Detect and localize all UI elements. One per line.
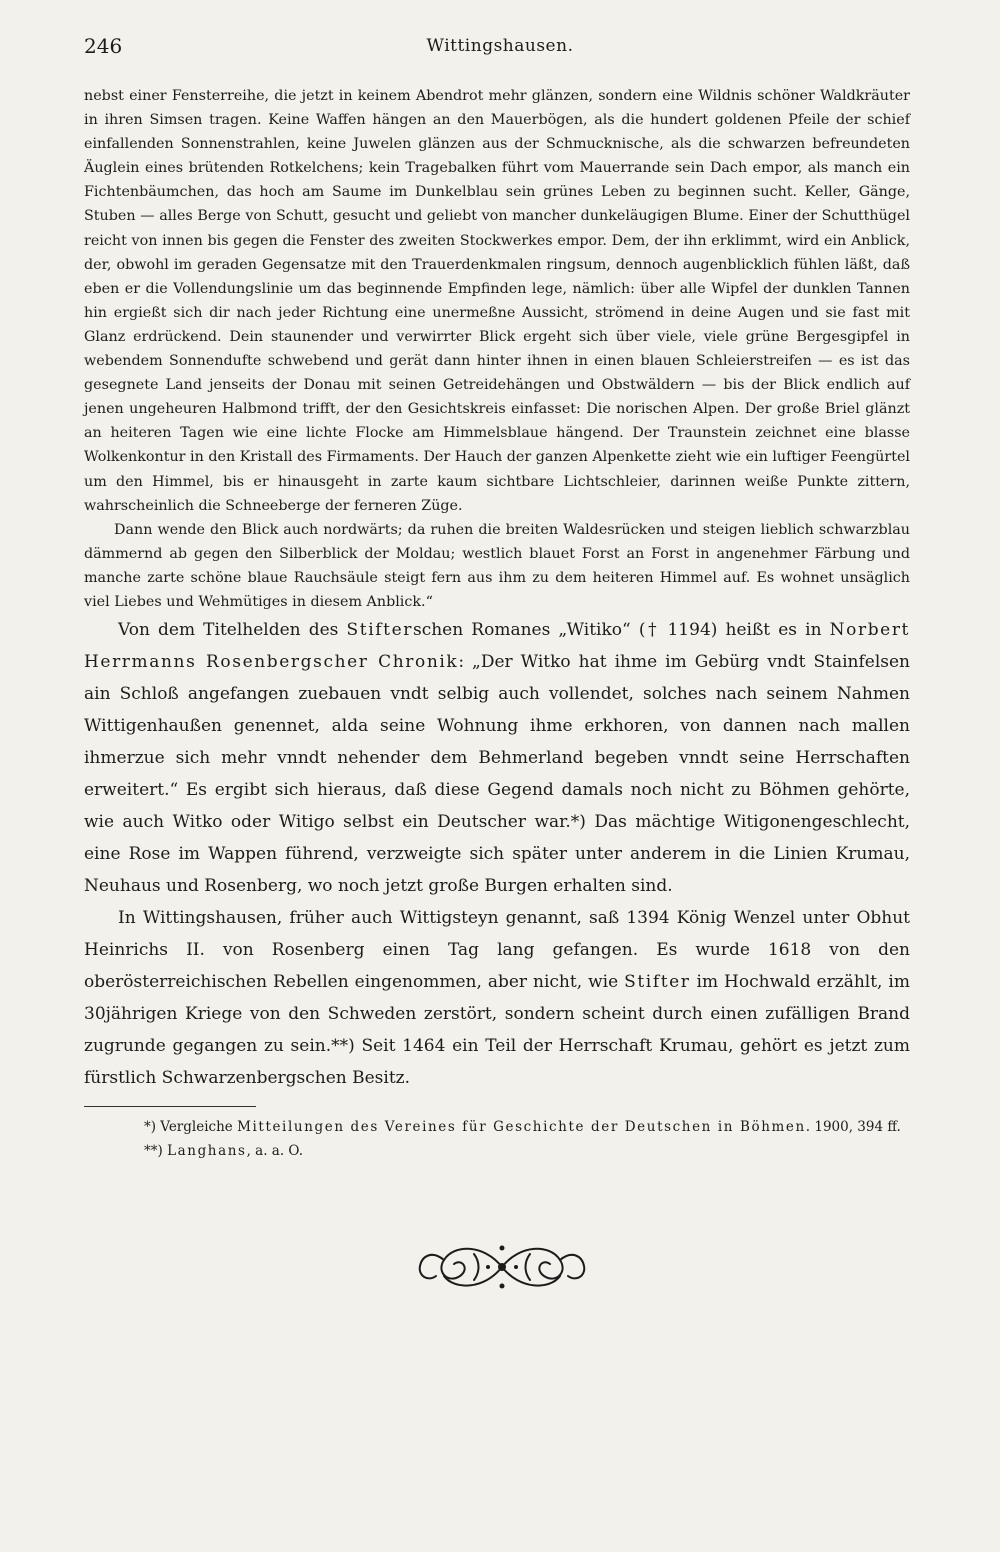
vignette-ornament: [414, 1236, 590, 1298]
footnote-text: . 1900, 394 ff.: [805, 1119, 901, 1136]
running-title: Wittingshausen.: [426, 36, 574, 56]
spaced-chronicle-title: Norbert Herrmanns Rosenbergscher Chronik: [84, 620, 910, 673]
text-run: In Wittingshausen, früher auch Wittigsteyn genannt, saß 1394 König Wenzel unter Obhut Heinrichs II. von Rosenberg einen Tag lang gefangen. Es wurde 1618 von den oberösterreichischen Rebellen eingenommen, aber nicht, wie: [84, 908, 910, 993]
paragraph-wittingshausen: [84, 902, 910, 1094]
footnote-2: [84, 1139, 910, 1163]
footnote-text: **): [144, 1143, 168, 1160]
quoted-paragraph-2: Dann wende den Blick auch nordwärts; da ruhen die breiten Waldesrücken und steigen lieblich schwarzblau dämmernd ab gegen den Silberblick der Moldau; westlich blauet Forst an Forst in angenehmer Färbung und manche zarte schöne blaue Rauchsäule steigt fern aus ihm zu dem heiteren Himmel auf. Es wohnet unsäglich viel Liebes und Wehmütiges in diesem Anblick.“: [84, 521, 910, 610]
footnote-rule: [84, 1106, 256, 1107]
footnote-text: *) Vergleiche: [144, 1119, 238, 1136]
quoted-paragraph-1: nebst einer Fensterreihe, die jetzt in keinem Abendrot mehr glänzen, sondern eine Wildnis schöner Waldkräuter in ihren Simsen tragen. Keine Waffen hängen an den Mauerbögen, als die hundert goldenen Pfeile der schief einfallenden Sonnenstrahlen, keine Juwelen glänzen aus der Schmucknische, als die schwarzen befreundeten Äuglein eines brütenden Rotkelchens; kein Tragebalken führt vom Mauerrande sein Dach empor, als manch ein Fichtenbäumchen, das hoch am Saume im Dunkelblau sein grünes Leben zu beginnen sucht. Keller, Gänge, Stuben — alles Berge von Schutt, gesucht und geliebt von mancher dunkeläugigen Blume. Einer der Schutthügel reicht von innen bis gegen die Fenster des zweiten Stockwerkes empor. Dem, der ihn erklimmt, wird ein Anblick, der, obwohl im geraden Gegensatze mit den Trauerdenkmalen ringsum, dennoch augenblicklich fühlen läßt, daß eben er die Vollendungslinie um das beginnende Empfinden lege, nämlich: über alle Wipfel der dunklen Tannen hin ergießt sich dir nach jeder Richtung eine unermeßne Aussicht, strömend in deine Augen und sie fast mit Glanz erdrückend. Dein staunender und verwirrter Blick ergeht sich über viele, viele grüne Bergesgipfel in webendem Sonnendufte schwebend und gerät dann hinter ihnen in einen blauen Schleierstreifen — es ist das gesegnete Land jenseits der Donau mit seinen Getreidehängen und Obstwäldern — bis der Blick endlich auf jenen ungeheuren Halbmond trifft, der den Gesichtskreis einfasset: Die norischen Alpen. Der große Briel glänzt an heiteren Tagen wie eine lichte Flocke am Himmelsblaue hängend. Der Traunstein zeichnet eine blasse Wolkenkontur in den Kristall des Firmaments. Der Hauch der ganzen Alpenkette zieht wie ein luftiger Feengürtel um den Himmel, bis er hinausgeht in zarte kaum sichtbare Lichtschleier, darinnen weiße Punkte zittern, wahrscheinlich die Schneeberge der ferneren Züge.: [84, 88, 910, 514]
spaced-name-stifter: Stifter: [624, 972, 691, 993]
page-number: 246: [84, 34, 123, 58]
body-text: [84, 84, 910, 1163]
footnote-1: [84, 1115, 910, 1139]
footnote-spaced-name: Langhans: [167, 1143, 247, 1160]
text-run: im Hochwald erzählt, im 30jährigen Kriege von den Schweden zerstört, sondern scheint durch einen zufälligen Brand zugrunde gegangen zu sein.**) Seit 1464 ein Teil der Herrschaft Krumau, gehört es jetzt zum fürstlich Schwarzenbergschen Besitz.: [84, 972, 910, 1089]
paragraph-witiko: [84, 614, 910, 902]
footnote-text: , a. a. O.: [246, 1143, 303, 1160]
page-header: [84, 34, 916, 68]
text-run: schen Romanes „Witiko“ († 1194) heißt es in: [412, 620, 830, 641]
footnote-spaced-title: Mitteilungen des Vereines für Geschichte der Deutschen in Böhmen: [237, 1119, 806, 1136]
spaced-name-stifter: Stifter: [346, 620, 413, 641]
text-run: : „Der Witko hat ihme im Gebürg vndt Stainfelsen ain Schloß angefangen zuebauen vndt selbig auch vollendet, solches nach seinem Nahmen Wittigenhaußen genennet, alda seine Wohnung ihme erkhoren, von dannen nach mallen ihmerzue sich mehr vnndt nehender dem Behmerland begeben vnndt seine Herrschaften erweitert.“ Es ergibt sich hieraus, daß diese Gegend damals noch nicht zu Böhmen gehörte, wie auch Witko oder Witigo selbst ein Deutscher war.*) Das mächtige Witigonengeschlecht, eine Rose im Wappen führend, verzweigte sich später unter anderem in die Linien Krumau, Neuhaus und Rosenberg, wo noch jetzt große Burgen erhalten sind.: [84, 652, 910, 897]
text-run: Von dem Titelhelden des: [118, 620, 347, 641]
